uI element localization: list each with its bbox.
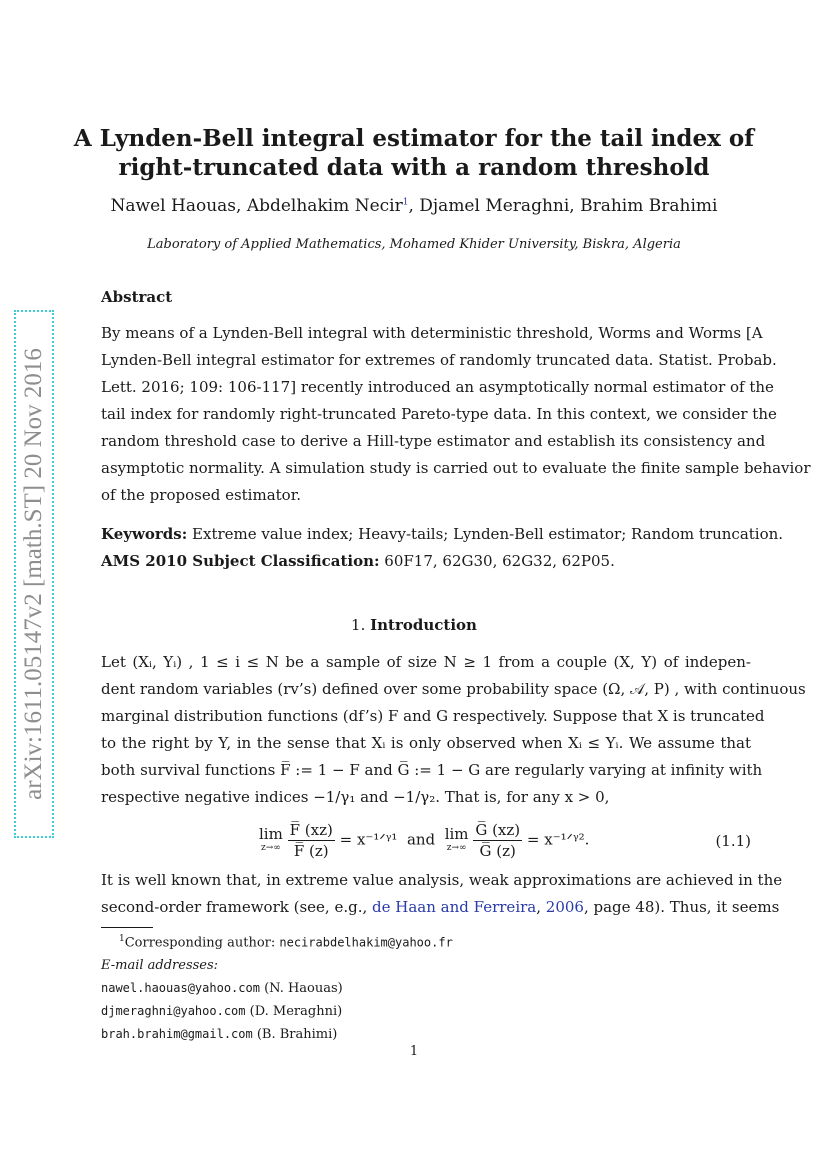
ams-label: AMS 2010 Subject Classification: — [101, 552, 380, 570]
title-line-1: A Lynden-Bell integral estimator for the tail index of — [73, 125, 755, 152]
abstract-body — [101, 320, 811, 509]
citation-link[interactable]: de Haan and Ferreira — [372, 898, 537, 916]
keywords-label: Keywords: — [101, 525, 188, 543]
intro-line: to the right by Y, in the sense that Xᵢ is only observed when Xᵢ ≤ Yᵢ. We assume that — [101, 734, 751, 752]
section-number: 1. — [351, 616, 366, 634]
abstract-heading: Abstract — [101, 288, 173, 306]
footnotes — [101, 928, 453, 1046]
corresponding-email[interactable]: necirabdelhakim@yahoo.fr — [279, 935, 453, 950]
email-entry: brah.brahim@gmail.com (B. Brahimi) — [101, 1027, 338, 1043]
intro-paragraph — [101, 649, 806, 811]
title-line-2: right-truncated data with a random threshold — [118, 154, 710, 181]
abstract-line: of the proposed estimator. — [101, 486, 301, 504]
abstract-line: asymptotic normality. A simulation study is carried out to evaluate the finite sample behavior — [101, 459, 811, 477]
limit-operator: lim z→∞ — [444, 824, 469, 853]
citation-year-link[interactable]: 2006 — [545, 898, 584, 916]
footnote-corresponding: $^1$Corresponding author: necirabdelhakim@yahoo.fr — [119, 934, 453, 951]
email-addresses-label: E-mail addresses: — [101, 958, 219, 974]
section-heading — [0, 616, 828, 634]
authors-rest: , Djamel Meraghni, Brahim Brahimi — [408, 196, 718, 216]
rhs-G: = x⁻¹ᐟᵞ². — [526, 830, 590, 849]
email-link[interactable]: nawel.haouas@yahoo.com — [101, 981, 260, 996]
intro-line: marginal distribution functions (df’s) F and G respectively. Suppose that X is truncated — [101, 707, 765, 725]
rhs-F: = x⁻¹ᐟᵞ¹ — [339, 830, 398, 849]
intro-line: Let (Xᵢ, Yᵢ) , 1 ≤ i ≤ N be a sample of size N ≥ 1 from a couple (X, Y) of indepen- — [101, 653, 751, 671]
affiliation: Laboratory of Applied Mathematics, Mohamed Khider University, Biskra, Algeria — [147, 237, 681, 252]
intro-line: It is well known that, in extreme value analysis, weak approximations are achieved in the — [101, 871, 783, 889]
paper-title — [0, 124, 828, 182]
intro-continuation — [101, 867, 783, 921]
abstract-line: Lett. 2016; 109: 106-117] recently introduced an asymptotically normal estimator of the — [101, 378, 774, 396]
abstract-line: Lynden-Bell integral estimator for extremes of randomly truncated data. Statist. Probab. — [101, 351, 777, 369]
abstract-line: tail index for randomly right-truncated Pareto-type data. In this context, we consider the — [101, 405, 777, 423]
keywords-line — [101, 521, 784, 548]
and-word: and — [406, 830, 436, 849]
arxiv-sidebar — [14, 310, 54, 838]
keywords-block — [101, 521, 784, 575]
abstract-line: By means of a Lynden-Bell integral with deterministic threshold, Worms and Worms [A — [101, 324, 763, 342]
abstract-line: random threshold case to derive a Hill-type estimator and establish its consistency and — [101, 432, 766, 450]
intro-line: respective negative indices −1/γ₁ and −1/γ₂. That is, for any x > 0, — [101, 788, 610, 806]
author-list — [0, 196, 828, 216]
author-footnote-marker[interactable]: 1 — [402, 197, 409, 208]
email-entry: nawel.haouas@yahoo.com (N. Haouas) — [101, 981, 343, 997]
section-title: Introduction — [370, 616, 477, 634]
intro-line-citation: second-order framework (see, e.g., de Haan and Ferreira, 2006, page 48). Thus, it seems — [101, 898, 780, 916]
intro-line: dent random variables (rv’s) defined over some probability space (Ω, 𝒜, P) , with continuous — [101, 680, 806, 698]
limit-operator: lim z→∞ — [259, 824, 283, 853]
equation-body — [259, 820, 589, 861]
keywords-text: Extreme value index; Heavy-tails; Lynden-Bell estimator; Random truncation. — [187, 525, 784, 543]
email-link[interactable]: brah.brahim@gmail.com — [101, 1027, 253, 1042]
ams-text: 60F17, 62G30, 62G32, 62P05. — [379, 552, 615, 570]
fraction-F: $\frac{F̅ (xz)}{F̅ (z)}$ — [289, 821, 333, 860]
email-link[interactable]: djmeraghni@yahoo.com — [101, 1004, 246, 1019]
authors-first: Nawel Haouas, Abdelhakim Necir — [110, 196, 403, 216]
email-entry: djmeraghni@yahoo.com (D. Meraghni) — [101, 1004, 343, 1020]
ams-line — [101, 548, 751, 575]
equation-number: (1.1) — [715, 832, 751, 850]
intro-line: both survival functions F̅ := 1 − F and G̅ := 1 − G are regularly varying at infinity with — [101, 761, 763, 779]
equation-1-1 — [101, 820, 751, 864]
arxiv-identifier: arXiv:1611.05147v2 [math.ST] 20 Nov 2016 — [20, 348, 47, 800]
fraction-G: $\frac{G̅ (xz)}{G̅ (z)}$ — [475, 821, 521, 860]
page-number: 1 — [409, 1044, 419, 1059]
